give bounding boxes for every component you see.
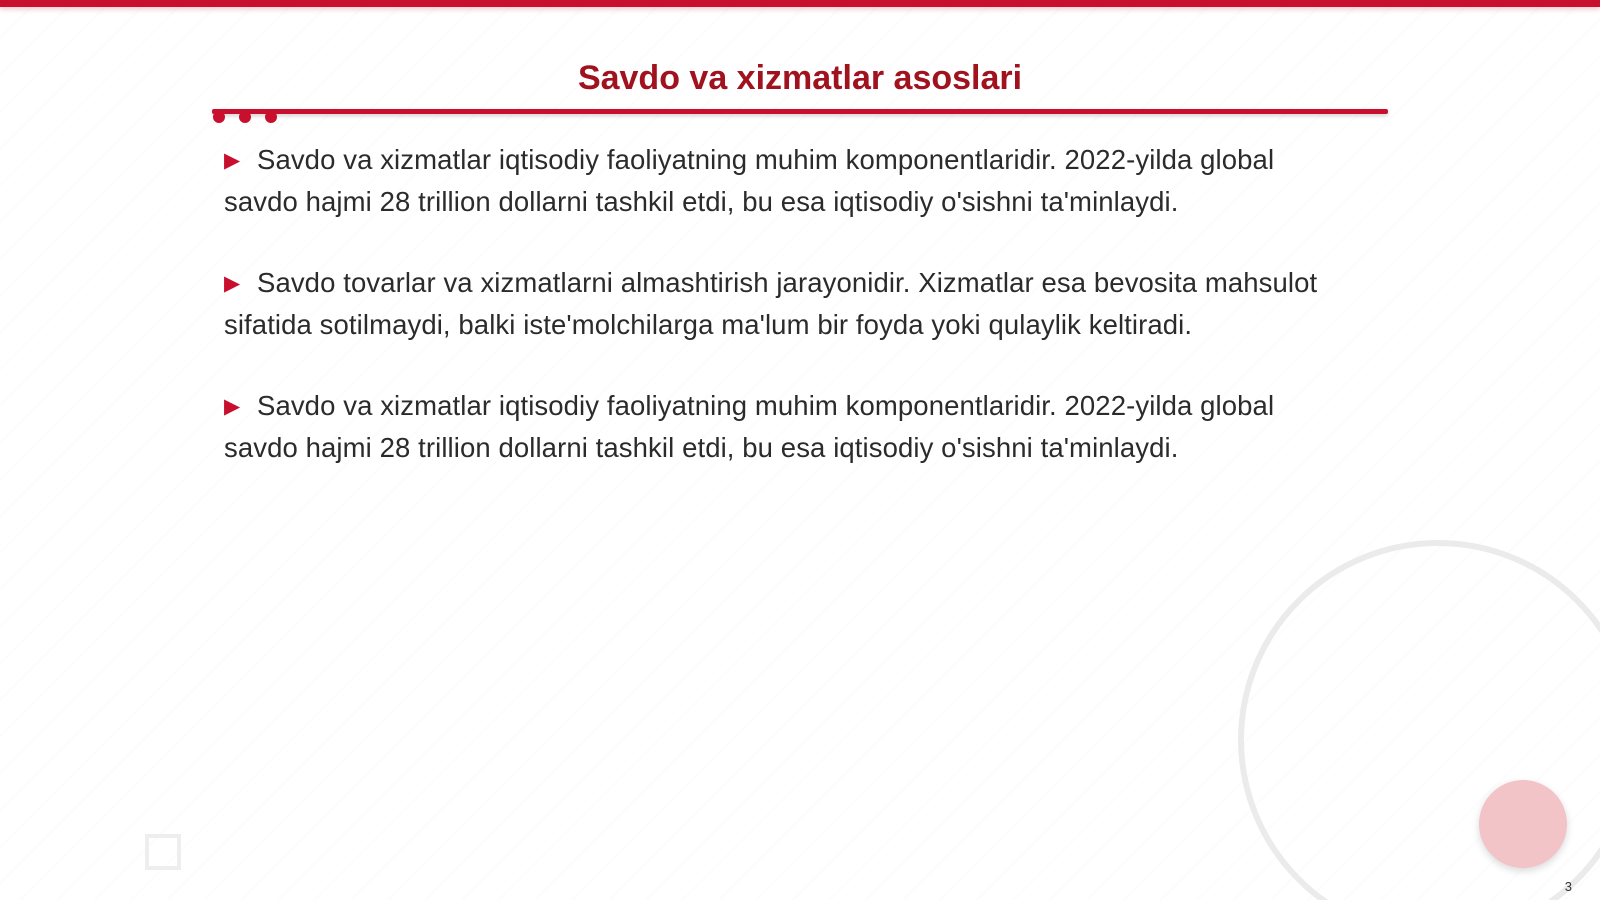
bullet-text: Savdo tovarlar va xizmatlarni almashtirish jarayonidir. Xizmatlar esa bevosita mahsulot sifatida sotilmaydi, balki iste'molchilarga ma'lum bir foyda yoki qulaylik keltiradi. xyxy=(224,267,1318,340)
decorative-square xyxy=(145,834,181,870)
bullet-item xyxy=(224,263,1334,345)
decorative-circle xyxy=(1479,780,1567,868)
underline-dot xyxy=(213,111,225,123)
triangle-right-icon: ▶ xyxy=(224,149,241,172)
title-underline xyxy=(212,109,1388,114)
underline-dot xyxy=(265,111,277,123)
bullet-list xyxy=(224,140,1334,509)
bullet-text: Savdo va xizmatlar iqtisodiy faoliyatning muhim komponentlaridir. 2022-yilda global savdo hajmi 28 trillion dollarni tashkil etdi, bu esa iqtisodiy o'sishni ta'minlaydi. xyxy=(224,144,1275,217)
bullet-item xyxy=(224,386,1334,468)
page-number: 3 xyxy=(1564,879,1572,894)
triangle-right-icon: ▶ xyxy=(224,272,241,295)
slide-title: Savdo va xizmatlar asoslari xyxy=(577,59,1023,97)
top-accent-bar xyxy=(0,0,1600,7)
bullet-text: Savdo va xizmatlar iqtisodiy faoliyatning muhim komponentlaridir. 2022-yilda global savdo hajmi 28 trillion dollarni tashkil etdi, bu esa iqtisodiy o'sishni ta'minlaydi. xyxy=(224,390,1275,463)
underline-dot xyxy=(239,111,251,123)
triangle-right-icon: ▶ xyxy=(224,395,241,418)
bullet-item xyxy=(224,140,1334,222)
